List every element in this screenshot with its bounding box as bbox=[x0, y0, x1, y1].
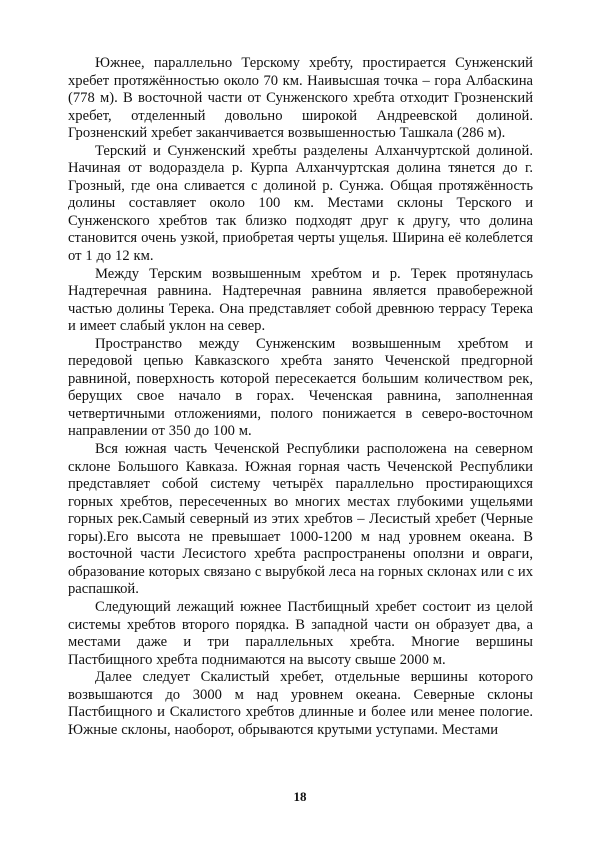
body-text bbox=[68, 55, 533, 739]
page-number: 18 bbox=[293, 789, 307, 804]
paragraph: Терский и Сунженский хребты разделены Алханчуртской долиной. Начиная от водораздела р. Курпа Алханчуртская долина тянется до г. Грозный, где она сливается с долиной р. Сунжа. Общая протяжённость долины составляет около 100 км. Местами склоны Терского и Сунженского хребтов так близко подходят друг к другу, что долина становится очень узкой, приобретая черты ущелья. Ширина её колеблется от 1 до 12 км. bbox=[68, 142, 533, 265]
paragraph: Между Терским возвышенным хребтом и р. Терек протянулась Надтеречная равнина. Надтеречная равнина является правобережной частью долины Терека. Она представляет собой древнюю террасу Терека и имеет слабый уклон на север. bbox=[68, 265, 533, 335]
paragraph: Далее следует Скалистый хребет, отдельные вершины которого возвышаются до 3000 м над уровнем океана. Северные склоны Пастбищного и Скалистого хребтов длинные и более или менее пологие. Южные склоны, наоборот, обрываются крутыми уступами. Местами bbox=[68, 669, 533, 738]
paragraph: Пространство между Сунженским возвышенным хребтом и передовой цепью Кавказского хребта занято Чеченской предгорной равниной, поверхность которой пересекается большим количеством рек, берущих свое начало в горах. Чеченская равнина, заполненная четвертичными отложениями, полого понижается в северо-восточном направлении от 350 до 100 м. bbox=[68, 335, 533, 440]
paragraph: Вся южная часть Чеченской Республики расположена на северном склоне Большого Кавказа. Южная горная часть Чеченской Республики представляет собой систему четырёх параллельно простирающихся горных хребтов, пересеченных во многих местах глубокими ущельями горных рек.Самый северный из этих хребтов – Лесистый хребет (Черные горы).Его высота не превышает 1000-1200 м над уровнем океана. В восточной части Лесистого хребта распространены оползни и овраги, образование которых связано с вырубкой леса на горных склонах или с их распашкой. bbox=[68, 441, 533, 598]
paragraph: Южнее, параллельно Терскому хребту, простирается Сунженский хребет протяжённостью около 70 км. Наивысшая точка – гора Албаскина (778 м). В восточной части от Сунженского хребта отходит Грозненский хребет, отделенный довольно широкой Андреевской долиной. Грозненский хребет заканчивается возвышенностью Ташкала (286 м). bbox=[68, 55, 533, 142]
paragraph: Следующий лежащий южнее Пастбищный хребет состоит из целой системы хребтов второго порядка. В западной части он образует два, а местами даже и три параллельных хребта. Многие вершины Пастбищного хребта поднимаются на высоту свыше 2000 м. bbox=[68, 598, 533, 668]
